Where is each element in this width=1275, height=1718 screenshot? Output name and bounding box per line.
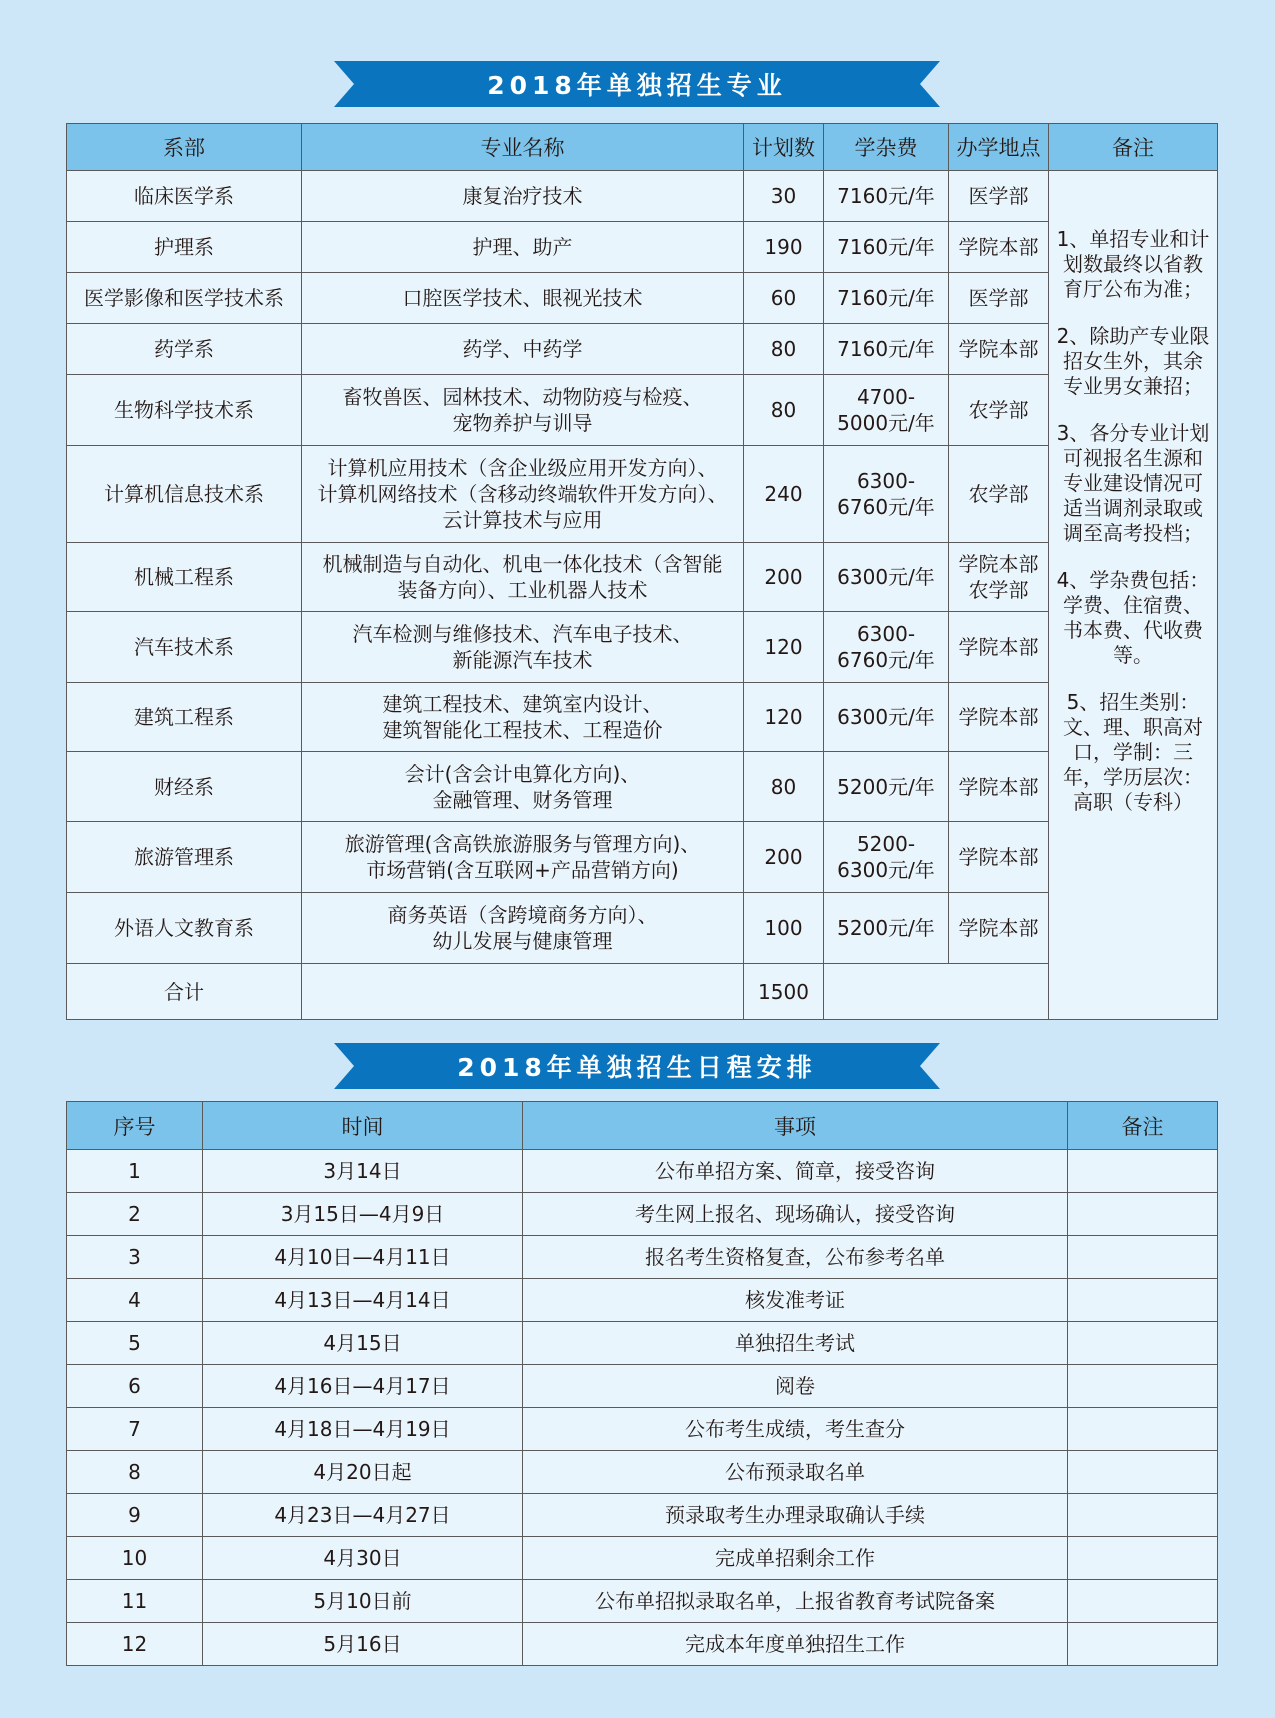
no-cell: 8 xyxy=(67,1451,203,1494)
table-row xyxy=(67,752,1218,822)
table-row xyxy=(67,1580,1218,1623)
fee-cell: 6300- 6760元/年 xyxy=(824,612,949,683)
total-empty-fee xyxy=(824,964,1049,1020)
remark-cell xyxy=(1068,1494,1218,1537)
major-cell: 计算机应用技术（含企业级应用开发方向）、 计算机网络技术（含移动终端软件开发方向）、 云计算技术与应用 xyxy=(302,446,744,543)
location-cell: 学院本部 xyxy=(949,893,1049,964)
table-row xyxy=(67,1537,1218,1580)
table-row xyxy=(67,446,1218,543)
major-cell: 畜牧兽医、园林技术、动物防疫与检疫、 宠物养护与训导 xyxy=(302,375,744,446)
item-cell: 公布单招方案、简章，接受咨询 xyxy=(523,1150,1068,1193)
item-cell: 公布单招拟录取名单，上报省教育考试院备案 xyxy=(523,1580,1068,1623)
location-cell: 农学部 xyxy=(949,375,1049,446)
fee-cell: 6300元/年 xyxy=(824,543,949,612)
table-row xyxy=(67,171,1218,222)
no-cell: 5 xyxy=(67,1322,203,1365)
dept-cell: 机械工程系 xyxy=(67,543,302,612)
plan-cell: 30 xyxy=(744,171,824,222)
table-row xyxy=(67,1150,1218,1193)
remark-cell xyxy=(1068,1623,1218,1666)
header-item: 事项 xyxy=(523,1102,1068,1150)
header-no: 序号 xyxy=(67,1102,203,1150)
dept-cell: 药学系 xyxy=(67,324,302,375)
item-cell: 公布预录取名单 xyxy=(523,1451,1068,1494)
no-cell: 3 xyxy=(67,1236,203,1279)
plan-cell: 240 xyxy=(744,446,824,543)
total-empty xyxy=(302,964,744,1020)
majors-table xyxy=(66,123,1218,1020)
major-cell: 药学、中药学 xyxy=(302,324,744,375)
major-cell: 口腔医学技术、眼视光技术 xyxy=(302,273,744,324)
table-row xyxy=(67,273,1218,324)
location-cell: 学院本部 农学部 xyxy=(949,543,1049,612)
location-cell: 学院本部 xyxy=(949,752,1049,822)
location-cell: 农学部 xyxy=(949,446,1049,543)
table-row xyxy=(67,893,1218,964)
location-cell: 医学部 xyxy=(949,171,1049,222)
no-cell: 10 xyxy=(67,1537,203,1580)
table-row xyxy=(67,1494,1218,1537)
remark-cell xyxy=(1068,1451,1218,1494)
total-plan: 1500 xyxy=(744,964,824,1020)
dept-cell: 汽车技术系 xyxy=(67,612,302,683)
fee-cell: 6300元/年 xyxy=(824,683,949,752)
fee-cell: 4700- 5000元/年 xyxy=(824,375,949,446)
no-cell: 4 xyxy=(67,1279,203,1322)
no-cell: 12 xyxy=(67,1623,203,1666)
item-cell: 考生网上报名、现场确认，接受咨询 xyxy=(523,1193,1068,1236)
item-cell: 完成单招剩余工作 xyxy=(523,1537,1068,1580)
location-cell: 学院本部 xyxy=(949,222,1049,273)
remark-cell xyxy=(1068,1150,1218,1193)
plan-cell: 120 xyxy=(744,683,824,752)
time-cell: 3月14日 xyxy=(203,1150,523,1193)
total-row xyxy=(67,964,1218,1020)
dept-cell: 护理系 xyxy=(67,222,302,273)
time-cell: 4月18日—4月19日 xyxy=(203,1408,523,1451)
majors-banner-title: 2018年单独招生专业 xyxy=(487,71,787,100)
table-row xyxy=(67,1193,1218,1236)
plan-cell: 80 xyxy=(744,324,824,375)
item-cell: 公布考生成绩，考生查分 xyxy=(523,1408,1068,1451)
item-cell: 阅卷 xyxy=(523,1365,1068,1408)
schedule-banner xyxy=(334,1043,940,1089)
no-cell: 11 xyxy=(67,1580,203,1623)
table-row xyxy=(67,222,1218,273)
plan-cell: 80 xyxy=(744,375,824,446)
time-cell: 4月15日 xyxy=(203,1322,523,1365)
header-fee: 学杂费 xyxy=(824,124,949,171)
table-row xyxy=(67,1451,1218,1494)
remark-cell xyxy=(1068,1322,1218,1365)
header-plan: 计划数 xyxy=(744,124,824,171)
time-cell: 5月16日 xyxy=(203,1623,523,1666)
note-item: 1、单招专业和计划数最终以省教育厅公布为准； xyxy=(1056,227,1210,301)
remark-cell xyxy=(1068,1580,1218,1623)
fee-cell: 7160元/年 xyxy=(824,324,949,375)
table-row xyxy=(67,543,1218,612)
major-cell: 商务英语（含跨境商务方向）、 幼儿发展与健康管理 xyxy=(302,893,744,964)
table-row xyxy=(67,1623,1218,1666)
note-item: 4、学杂费包括：学费、住宿费、书本费、代收费等。 xyxy=(1056,568,1210,667)
table-row xyxy=(67,612,1218,683)
plan-cell: 100 xyxy=(744,893,824,964)
table-row xyxy=(67,683,1218,752)
plan-cell: 80 xyxy=(744,752,824,822)
header-remark: 备注 xyxy=(1068,1102,1218,1150)
time-cell: 4月23日—4月27日 xyxy=(203,1494,523,1537)
note-item: 2、除助产专业限招女生外，其余专业男女兼招； xyxy=(1056,324,1210,398)
header-dept: 系部 xyxy=(67,124,302,171)
major-cell: 会计(含会计电算化方向)、 金融管理、财务管理 xyxy=(302,752,744,822)
schedule-banner-title: 2018年单独招生日程安排 xyxy=(457,1053,817,1082)
schedule-table xyxy=(66,1101,1218,1666)
fee-cell: 5200- 6300元/年 xyxy=(824,822,949,893)
item-cell: 完成本年度单独招生工作 xyxy=(523,1623,1068,1666)
major-cell: 护理、助产 xyxy=(302,222,744,273)
location-cell: 学院本部 xyxy=(949,612,1049,683)
time-cell: 3月15日—4月9日 xyxy=(203,1193,523,1236)
dept-cell: 外语人文教育系 xyxy=(67,893,302,964)
location-cell: 医学部 xyxy=(949,273,1049,324)
dept-cell: 财经系 xyxy=(67,752,302,822)
time-cell: 5月10日前 xyxy=(203,1580,523,1623)
remark-cell xyxy=(1068,1236,1218,1279)
table-row xyxy=(67,1365,1218,1408)
major-cell: 旅游管理(含高铁旅游服务与管理方向)、 市场营销(含互联网+产品营销方向) xyxy=(302,822,744,893)
fee-cell: 5200元/年 xyxy=(824,893,949,964)
header-location: 办学地点 xyxy=(949,124,1049,171)
no-cell: 1 xyxy=(67,1150,203,1193)
plan-cell: 200 xyxy=(744,822,824,893)
remark-cell xyxy=(1068,1408,1218,1451)
majors-header-row xyxy=(67,124,1218,171)
no-cell: 6 xyxy=(67,1365,203,1408)
location-cell: 学院本部 xyxy=(949,683,1049,752)
location-cell: 学院本部 xyxy=(949,324,1049,375)
fee-cell: 7160元/年 xyxy=(824,171,949,222)
header-time: 时间 xyxy=(203,1102,523,1150)
time-cell: 4月13日—4月14日 xyxy=(203,1279,523,1322)
item-cell: 单独招生考试 xyxy=(523,1322,1068,1365)
dept-cell: 医学影像和医学技术系 xyxy=(67,273,302,324)
dept-cell: 建筑工程系 xyxy=(67,683,302,752)
item-cell: 预录取考生办理录取确认手续 xyxy=(523,1494,1068,1537)
fee-cell: 7160元/年 xyxy=(824,273,949,324)
no-cell: 9 xyxy=(67,1494,203,1537)
table-row xyxy=(67,1279,1218,1322)
remark-cell xyxy=(1068,1279,1218,1322)
item-cell: 核发准考证 xyxy=(523,1279,1068,1322)
remark-cell xyxy=(1068,1193,1218,1236)
plan-cell: 200 xyxy=(744,543,824,612)
fee-cell: 7160元/年 xyxy=(824,222,949,273)
total-label: 合计 xyxy=(67,964,302,1020)
note-item: 5、招生类别：文、理、职高对口，学制：三年，学历层次：高职（专科） xyxy=(1063,690,1203,814)
table-row xyxy=(67,324,1218,375)
table-row xyxy=(67,375,1218,446)
time-cell: 4月20日起 xyxy=(203,1451,523,1494)
notes-cell xyxy=(1049,171,1218,1020)
time-cell: 4月16日—4月17日 xyxy=(203,1365,523,1408)
plan-cell: 120 xyxy=(744,612,824,683)
no-cell: 7 xyxy=(67,1408,203,1451)
plan-cell: 60 xyxy=(744,273,824,324)
dept-cell: 旅游管理系 xyxy=(67,822,302,893)
note-item: 3、各分专业计划可视报名生源和专业建设情况可适当调剂录取或调至高考投档； xyxy=(1056,421,1210,545)
table-row xyxy=(67,1236,1218,1279)
fee-cell: 6300- 6760元/年 xyxy=(824,446,949,543)
remark-cell xyxy=(1068,1537,1218,1580)
header-major: 专业名称 xyxy=(302,124,744,171)
header-notes: 备注 xyxy=(1049,124,1218,171)
fee-cell: 5200元/年 xyxy=(824,752,949,822)
dept-cell: 计算机信息技术系 xyxy=(67,446,302,543)
location-cell: 学院本部 xyxy=(949,822,1049,893)
item-cell: 报名考生资格复查，公布参考名单 xyxy=(523,1236,1068,1279)
plan-cell: 190 xyxy=(744,222,824,273)
major-cell: 康复治疗技术 xyxy=(302,171,744,222)
major-cell: 建筑工程技术、建筑室内设计、 建筑智能化工程技术、工程造价 xyxy=(302,683,744,752)
major-cell: 汽车检测与维修技术、汽车电子技术、 新能源汽车技术 xyxy=(302,612,744,683)
time-cell: 4月30日 xyxy=(203,1537,523,1580)
remark-cell xyxy=(1068,1365,1218,1408)
table-row xyxy=(67,822,1218,893)
table-row xyxy=(67,1322,1218,1365)
dept-cell: 临床医学系 xyxy=(67,171,302,222)
table-row xyxy=(67,1408,1218,1451)
no-cell: 2 xyxy=(67,1193,203,1236)
majors-banner xyxy=(334,61,940,107)
major-cell: 机械制造与自动化、机电一体化技术（含智能 装备方向）、工业机器人技术 xyxy=(302,543,744,612)
dept-cell: 生物科学技术系 xyxy=(67,375,302,446)
schedule-header-row xyxy=(67,1102,1218,1150)
time-cell: 4月10日—4月11日 xyxy=(203,1236,523,1279)
